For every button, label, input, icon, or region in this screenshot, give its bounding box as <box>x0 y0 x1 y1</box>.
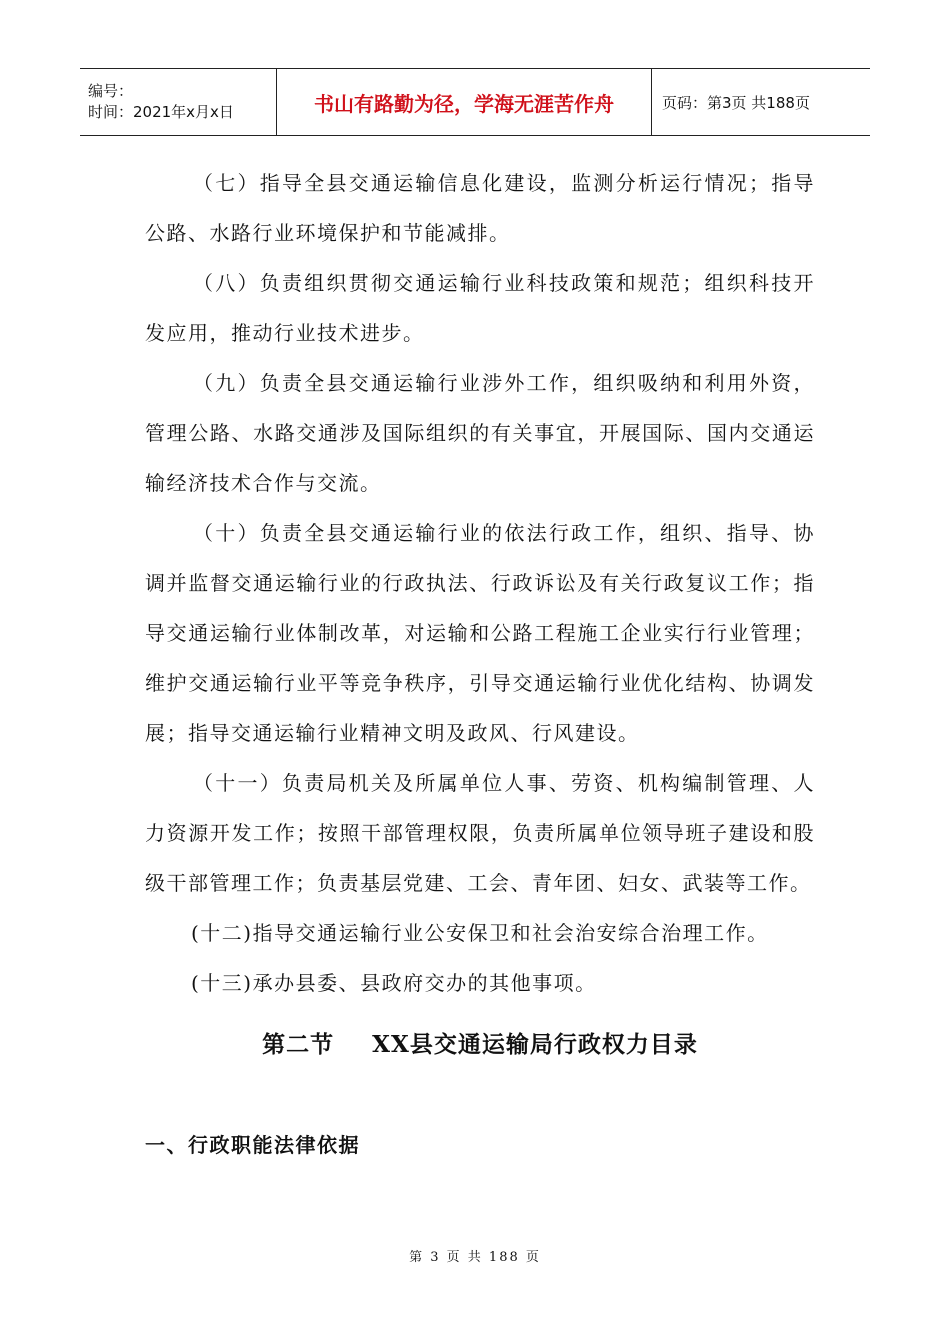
page-header <box>80 68 870 136</box>
section-heading <box>145 1020 815 1070</box>
paragraph-7: （七）指导全县交通运输信息化建设，监测分析运行情况；指导公路、水路行业环境保护和节能减排。 <box>145 171 815 245</box>
subheading: 一、行政职能法律依据 <box>145 1133 360 1157</box>
paragraph-12: (十二)指导交通运输行业公安保卫和社会治安综合治理工作。 <box>191 921 769 945</box>
paragraph-10: （十）负责全县交通运输行业的依法行政工作，组织、指导、协调并监督交通运输行业的行政执法、行政诉讼及有关行政复议工作；指导交通运输行业体制改革，对运输和公路工程施工企业实行行业管理；维护交通运输行业平等竞争秩序，引导交通运输行业优化结构、协调发展；指导交通运输行业精神文明及政风、行风建设。 <box>145 521 815 745</box>
section-label: 第二节 <box>262 1031 335 1058</box>
document-body <box>145 158 815 1170</box>
document-time-label: 时间：2021年x月x日 <box>88 103 234 121</box>
section-title: XX县交通运输局行政权力目录 <box>372 1031 698 1058</box>
paragraph-11: （十一）负责局机关及所属单位人事、劳资、机构编制管理、人力资源开发工作；按照干部管理权限，负责所属单位领导班子建设和股级干部管理工作；负责基层党建、工会、青年团、妇女、武装等工作。 <box>145 771 815 895</box>
paragraph-8: （八）负责组织贯彻交通运输行业科技政策和规范；组织科技开发应用，推动行业技术进步。 <box>145 271 815 345</box>
document-number-label: 编号： <box>88 82 134 100</box>
header-motto: 书山有路勤为径，学海无涯苦作舟 <box>276 69 652 135</box>
paragraph-13: (十三)承办县委、县政府交办的其他事项。 <box>191 971 597 995</box>
header-page-info: 页码：第3页 共188页 <box>662 93 810 112</box>
header-meta <box>80 69 276 135</box>
page-footer: 第 3 页 共 188 页 <box>409 1250 541 1265</box>
paragraph-9: （九）负责全县交通运输行业涉外工作，组织吸纳和利用外资，管理公路、水路交通涉及国际组织的有关事宜，开展国际、国内交通运输经济技术合作与交流。 <box>145 371 815 495</box>
